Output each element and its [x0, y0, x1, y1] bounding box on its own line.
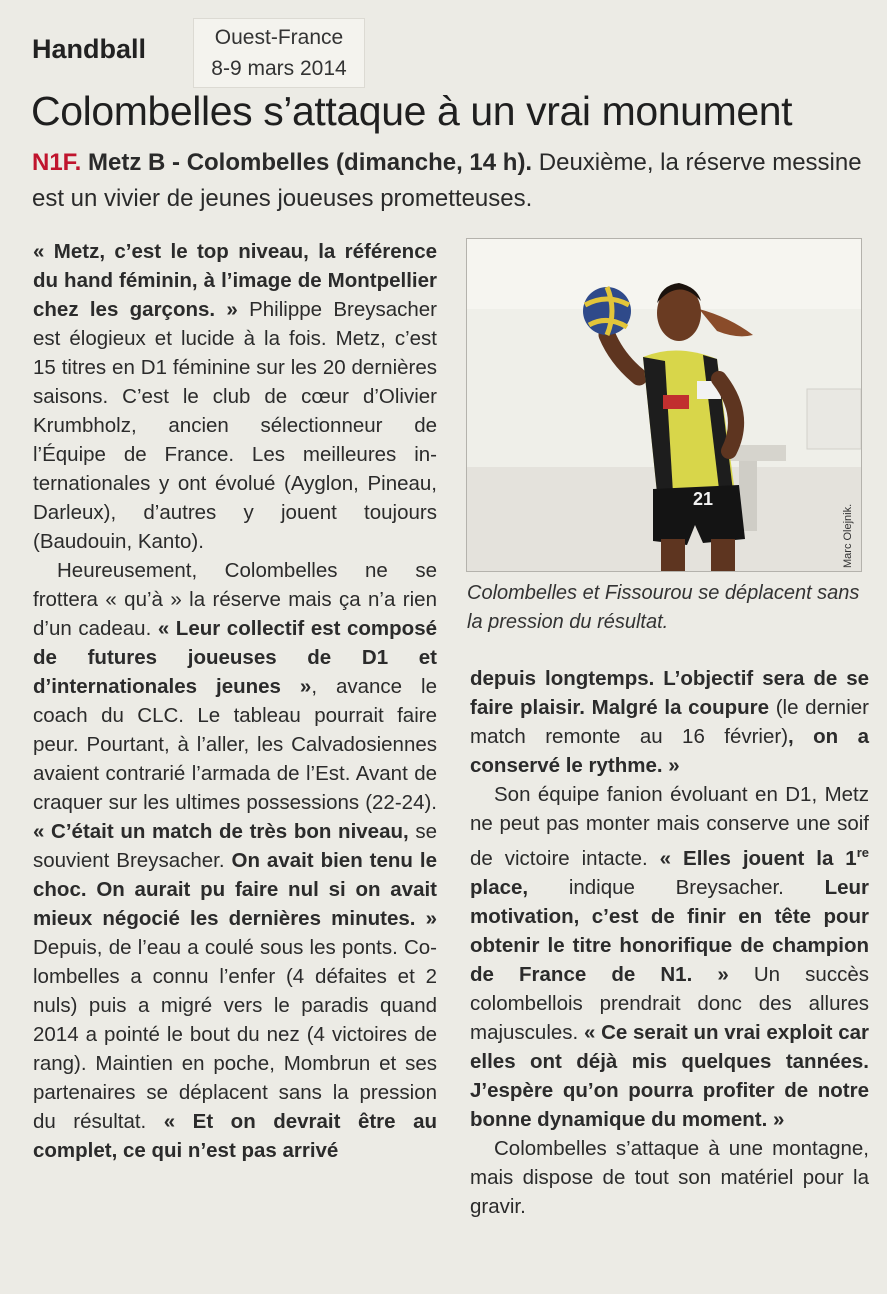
quote-text: « Elles jouent la 1re place, — [470, 845, 869, 899]
lead-text: Deuxième, la réserve messine est un vivier de jeunes joueuses prometteuses. — [32, 149, 862, 212]
section-rubric: Handball — [32, 34, 147, 64]
article-photo — [466, 238, 862, 572]
svg-text:21: 21 — [693, 489, 714, 509]
quote-text: « Ce serait un vrai exploit car elles ont déjà mis quelques tannées. J’espère qu’on pourra profiter de notre bonne dynamique du moment. » — [470, 1020, 869, 1131]
quote-text: Leur motivation, c’est de finir en tête pour obtenir le titre honorifique de champion de France de N1. » — [470, 875, 869, 986]
narrative-text: Philippe Breysacher est élogieux et lucide à la fois. Metz, c’est 15 titres en D1 féminine sur les 20 dernières saisons. C’est le club de cœur d’Olivier Krumbholz, ancien sélectionneur de l’Équipe de France. Les meilleures internationales y ont évolué (Ayglon, Pineau, Darleux), d’autres y jouent toujours (Baudouin, Kanto). — [33, 298, 437, 553]
quote-text: « C’était un match de très bon niveau, — [33, 820, 409, 843]
match-info: Metz B - Colombelles (dimanche, 14 h). — [88, 149, 533, 176]
narrative-text: se souvient Breysacher. — [33, 820, 437, 872]
narrative-text: indique Breysacher. — [528, 875, 825, 899]
article-headline: Colombelles s’attaque à un vrai monument — [31, 88, 793, 134]
quote-text: « Et on devrait être au complet, ce qui n’est pas arrivé — [33, 1110, 437, 1162]
quote-text: « Metz, c’est le top niveau, la référence du hand féminin, à l’image de Montpellier chez les garçons. » — [33, 240, 437, 321]
body-paragraph-continued — [470, 664, 869, 780]
handball-player-illustration — [467, 239, 861, 571]
division-tag: N1F. — [32, 149, 82, 176]
narrative-text: Heureusement, Colombelles ne se frottera « qu’à » la réserve mais ça n’a rien d’un cadeau. — [33, 559, 437, 640]
body-paragraph — [470, 780, 869, 1134]
article-lead — [32, 145, 862, 217]
body-paragraph — [33, 556, 437, 1165]
quote-text: , on a conservé le rythme. » — [470, 725, 869, 777]
narrative-text: Depuis, de l’eau a coulé sous les ponts. Colombelles a connu l’enfer (4 défaites et 2 nuls) puis a migré vers le paradis quand 2014 a pointé le bout du nez (4 victoires de rang). Maintien en poche, Mombrun et ses partenaires se déplacent sans la pression du résultat. — [33, 936, 437, 1133]
narrative-text: Colombelles s’attaque à une montagne, mais dispose de tout son matériel pour la gravir. — [470, 1136, 869, 1218]
article-column-1 — [33, 237, 437, 1165]
article-column-2 — [470, 664, 869, 1221]
narrative-text: , avance le coach du CLC. Le tableau pourrait faire peur. Pourtant, à l’aller, les Calvadosiennes avaient contrarié l’armada de l’Est. Avant de craquer sur les ultimes possessions (22-24). — [33, 675, 437, 814]
narrative-text: Un succès colombellois prendrait donc des allures majuscules. — [470, 962, 869, 1044]
body-paragraph — [33, 237, 437, 556]
narrative-text: Son équipe fanion évoluant en D1, Metz ne peut pas monter mais conserve une soif de victoire intacte. — [470, 783, 869, 870]
source-stamp — [193, 18, 365, 88]
publication-date: 8-9 mars 2014 — [211, 57, 347, 80]
narrative-text: (le dernier match remonte au 16 février) — [470, 696, 869, 748]
newspaper-name: Ouest-France — [214, 26, 344, 49]
body-paragraph — [470, 1134, 869, 1221]
photo-credit: Marc Olejnik. — [842, 503, 854, 568]
quote-text: « Leur collectif est composé de futures joueuses de D1 et d’internationales jeunes » — [33, 617, 438, 698]
quote-text: depuis longtemps. L’objectif sera de se faire plaisir. Malgré la coupure — [470, 667, 869, 719]
quote-text: On avait bien tenu le choc. On aurait pu faire nul si on avait mieux négocié les dernières minutes. » — [33, 849, 437, 930]
photo-caption: Colombelles et Fissourou se déplacent sans la pression du résultat. — [467, 582, 860, 633]
